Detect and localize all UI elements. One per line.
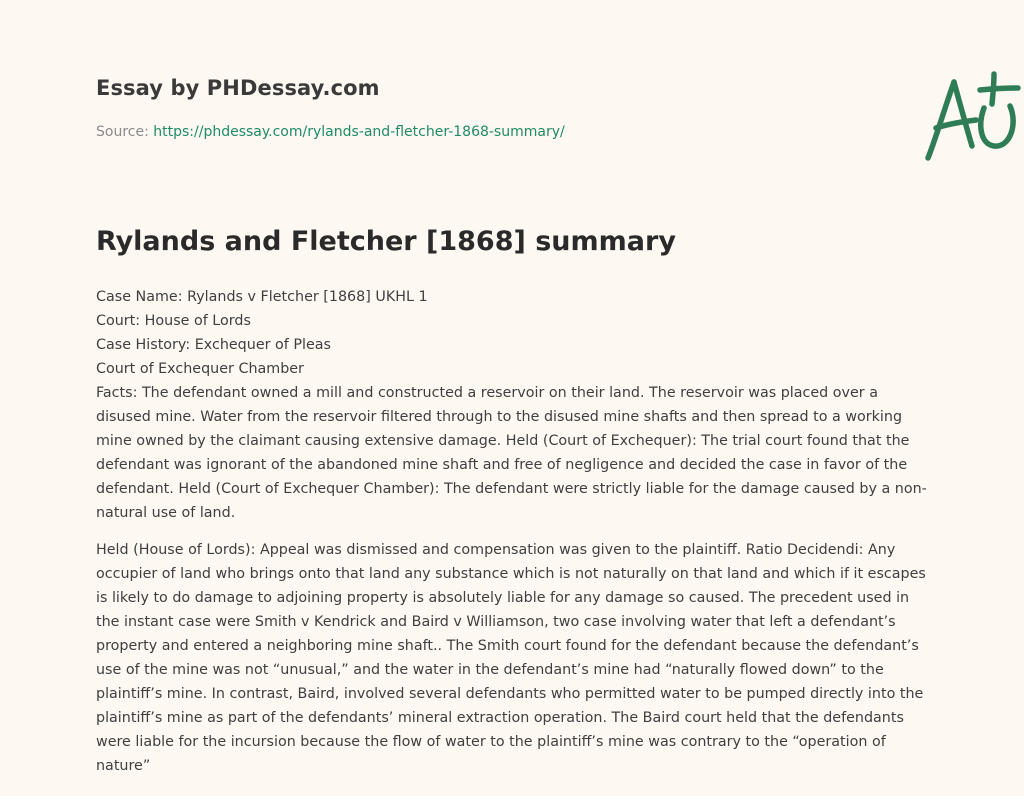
a-plus-logo bbox=[914, 68, 1024, 164]
essay-body bbox=[96, 285, 930, 778]
facts-text: Facts: The defendant owned a mill and constructed a reservoir on their land. The reservoir was placed over a disused mine. Water from the reservoir filtered through to the disused mine shafts and then spread to a working mine owned by the claimant causing extensive damage. Held (Court of Exchequer): The trial court found that the defendant was ignorant of the abandoned mine shaft and free of negligence and decided the case in favor of the defendant. Held (Court of Exchequer Chamber): The defendant were strictly liable for the damage caused by a non-natural use of land. bbox=[96, 385, 927, 521]
case-history-continued: Court of Exchequer Chamber bbox=[96, 361, 304, 377]
essay-title: Rylands and Fletcher [1868] summary bbox=[96, 226, 676, 257]
case-history: Case History: Exchequer of Pleas bbox=[96, 337, 331, 353]
court: Court: House of Lords bbox=[96, 313, 251, 329]
source-label: Source: bbox=[96, 124, 149, 140]
site-title: Essay by PHDessay.com bbox=[96, 76, 380, 100]
source-line bbox=[96, 124, 565, 140]
case-name: Case Name: Rylands v Fletcher [1868] UKHL 1 bbox=[96, 289, 428, 305]
held-house-of-lords-paragraph: Held (House of Lords): Appeal was dismissed and compensation was given to the plaintiff. Ratio Decidendi: Any occupier of land who brings onto that land any substance which is not naturally on that land and which if it escapes is likely to do damage to adjoining property is absolutely liable for any damage so caused. The precedent used in the instant case were Smith v Kendrick and Baird v Williamson, two case involving water that left a defendant’s property and entered a neighboring mine shaft.. The Smith court found for the defendant because the defendant’s use of the mine was not “unusual,” and the water in the defendant’s mine had “naturally flowed down” to the plaintiff’s mine. In contrast, Baird, involved several defendants who permitted water to be pumped directly into the plaintiff’s mine as part of the defendants’ mineral extraction operation. The Baird court held that the defendants were liable for the incursion because the flow of water to the plaintiff’s mine was contrary to the “operation of nature” bbox=[96, 542, 926, 774]
case-details-paragraph bbox=[96, 285, 930, 525]
source-link[interactable]: https://phdessay.com/rylands-and-fletcher-1868-summary/ bbox=[153, 124, 565, 140]
